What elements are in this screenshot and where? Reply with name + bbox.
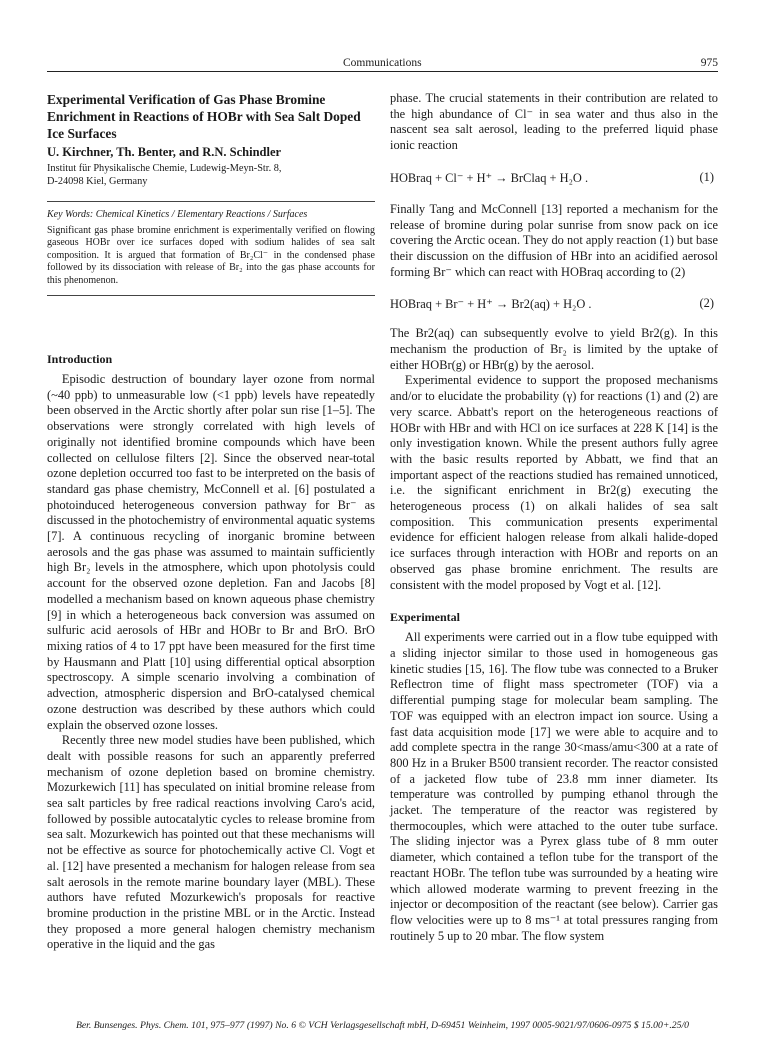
introduction-heading: Introduction — [47, 352, 113, 367]
right-column — [390, 91, 718, 944]
experimental-heading: Experimental — [390, 610, 460, 625]
running-header-section: Communications — [343, 57, 422, 69]
abstract: Significant gas phase bromine enrichment is experimentally verified on flowing gaseous HOBr over ice surfaces doped with sodium halides of sea salt composition. It is argued that formation of Br₂Cl⁻ in the condensed phase followed by its dissociation with release of Br₂ into the gas phase accounts for this phenomenon. — [47, 225, 375, 286]
equation-2 — [390, 296, 718, 312]
intro-paragraph-5: The Br2(aq) can subsequently evolve to yield Br2(g). In this mechanism the production of Br₂ is limited by the uptake of either HOBr(g) or HBr(g) by the aerosol. — [390, 326, 718, 372]
intro-paragraph-3: phase. The crucial statements in their contribution are related to the high abundance of Cl⁻ in sea water and thus also in the nascent sea salt aerosol, leading to the preferred liquid phase ionic reaction — [390, 91, 718, 153]
experimental-paragraph-1: All experiments were carried out in a flow tube equipped with a sliding injector similar to those used in homogeneous gas kinetic studies [15, 16]. The flow tube was connected to a Bruker Reflectron time of flight mass spectrometer (TOF) via a differential pumping stage for molecular beam sampling. The TOF was equipped with an electron impact ion source. Using a fast data acquisition mode [17] we were able to acquire and to add complete spectra in the range 30<mass/amu<300 at a rate of 800 Hz in a Bruker B500 transient recorder. The reactor consisted of a jacketed flow tube of 23.8 mm inner diameter. Its temperature was controlled by pumping ethanol through the jacket. The temperature of the reactor was registered by thermocouples, which were attached to the outer tube surface. The sliding injector was a Pyrex glass tube of 8 mm outer diameter, which contained a teflon tube for the transport of the reactant HOBr. The teflon tube was surrounded by a heating wire which allowed moderate warming to prevent freezing in the injector or decomposition of the reactant (see below). Carrier gas flow velocities were up to 8 ms⁻¹ at total pressures ranging from routinely 5 up to 20 mbar. The flow system — [390, 630, 718, 943]
equation-1 — [390, 170, 718, 186]
equation-1-number: (1) — [699, 169, 714, 184]
page-number: 975 — [700, 57, 718, 69]
affiliation-line: Institut für Physikalische Chemie, Ludewig-Meyn-Str. 8, — [47, 163, 282, 174]
equation-2-number: (2) — [699, 296, 714, 311]
equation-1-formula: HOBraq + Cl⁻ + H⁺ → BrClaq + H₂O . — [390, 170, 589, 185]
keywords: Key Words: Chemical Kinetics / Elementary Reactions / Surfaces — [47, 209, 308, 220]
intro-paragraph-4: Finally Tang and McConnell [13] reported a mechanism for the release of bromine during polar sunrise from snow pack on ice covering the Arctic ocean. They do not apply reaction (1) but base their discussion on the diffusion of HBr into an acidified aerosol forming Br⁻ which can react with HOBraq according to (2) — [390, 201, 719, 279]
abstract-rule-top — [47, 201, 375, 202]
header-rule — [47, 71, 718, 72]
intro-paragraph-1: Episodic destruction of boundary layer ozone from normal (~40 ppb) to unmeasurable low (<1 ppb) levels have repeatedly been observed in the Arctic shortly after polar sun rise [1–5]. The observations were strongly correlated with high levels of originally not identified bromine compounds which have been collected on cellulose filters [2]. Since the observed near-total ozone depletion occurred too fast to be interpreted on the basis of standard gas phase chemistry, McConnell et al. [6] postulated a photoinduced heterogeneous conversion pathway for Br⁻ as discussed in the photochemistry of environmental aquatic systems [7]. A continuous recycling of inorganic bromine between aerosols and the gas phase was assumed to maintain sufficiently high Br₂ levels in the atmosphere, which upon photolysis could account for the observed ozone depletion. Fan and Jacobs [8] modelled a mechanism based on known aqueous phase chemistry [9] in which a heterogeneous back conversion was assumed on sulfuric acid aerosols of HBr and HOBr to Br and BrO. BrO mixing ratios of 4 to 17 ppt have been measured for the first time by Hausmann and Platt [10] using differential optical absorption spectroscopy. A simple scenario involving a combination of advection, atmospheric dispersion and BrO-catalysed chemical ozone destruction was described by these authors which could explain the observed ozone losses. — [47, 372, 375, 732]
affiliation — [47, 163, 375, 188]
equation-2-formula: HOBraq + Br⁻ + H⁺ → Br2(aq) + H₂O . — [390, 297, 592, 312]
intro-paragraph-6: Experimental evidence to support the proposed mechanisms and/or to elucidate the probability (γ) for reactions (1) and (2) are very scarce. Abbatt's report on the heterogeneous reactions of HOBr with HBr and with HCl on ice surfaces at 228 K [14] is the only investigation known. While the present authors fully agree with the basic results reported by Abbatt, we find that an important aspect of the reactions studied has remained unnoticed, i.e. the significant enrichment in Br2(g) executing the heterogeneous process (1) on alkali halides of sea salt composition. This communication presents experimental evidence for efficient halogen release from alkali halide-doped ice surfaces through interaction with HOBr and reports on an observed gas phase bromine enrichment. The results are consistent with the model proposed by Vogt et al. [12]. — [390, 373, 718, 592]
authors: U. Kirchner, Th. Benter, and R.N. Schindler — [47, 145, 282, 159]
affiliation-line: D-24098 Kiel, Germany — [47, 175, 148, 187]
article-title: Experimental Verification of Gas Phase Bromine Enrichment in Reactions of HOBr with Sea Salt Doped Ice Surfaces — [47, 92, 361, 141]
journal-footer: Ber. Bunsenges. Phys. Chem. 101, 975–977 (1997) No. 6 © VCH Verlagsgesellschaft mbH, D-69451 Weinheim, 1997 0005-9021/97/0606-0975 $ 15.00+.25/0 — [75, 1020, 690, 1031]
left-column — [47, 91, 375, 953]
intro-paragraph-2: Recently three new model studies have been published, which dealt with possible reasons for such an apparently preferred mechanism of ozone depletion based on bromine chemistry. Mozurkewich [11] has speculated on initial bromine release from sea salt particles by free radical reactions involving Caro's acid, followed by possible autocatalytic cycles to release bromine from sea salt. Mozurkewich has pointed out that these mechanisms will not be effective as source for photochemically active Cl. Vogt et al. [12] have presented a mechanism for halogen release from sea salt aerosols in the remote marine boundary layer (MBL). These authors have refuted Mozurkewich's proposals for reactive bromine production in the pristine MBL or in the Arctic. Instead they proposed a more general halogen chemistry mechanism operative in the liquid and the gas — [47, 733, 375, 952]
